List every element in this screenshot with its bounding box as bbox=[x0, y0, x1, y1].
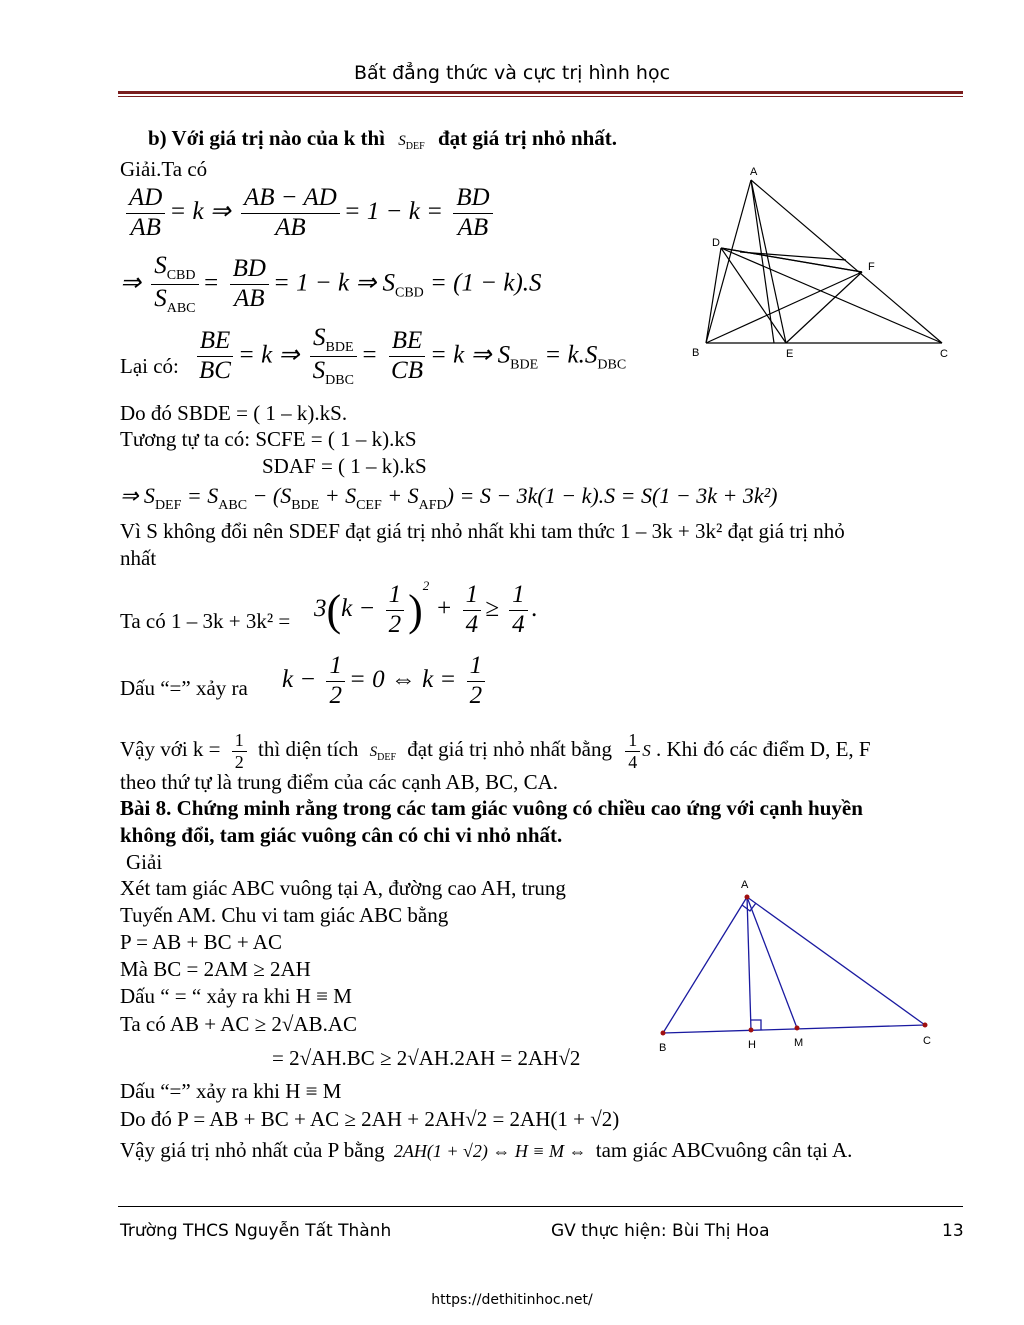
fig1-label-f: F bbox=[868, 261, 875, 273]
footer-rule bbox=[118, 1206, 963, 1207]
line-tuong-tu: Tương tự ta có: SCFE = ( 1 – k).kS bbox=[120, 427, 417, 451]
fig1-label-c: C bbox=[940, 348, 948, 360]
bai8-line-2: Tuyến AM. Chu vi tam giác ABC bằng bbox=[120, 903, 449, 927]
conclusion-line: Vậy với k = $\frac{1}{2}$ thì diện tích SDEF đạt giá trị nhỏ nhất bằng $\frac{1}{4}$ S . Khi đó các điểm D, E, F bbox=[120, 730, 871, 772]
bai8-line-7: = 2√AH.BC ≥ 2√AH.2AH = 2AH√2 bbox=[272, 1046, 581, 1070]
solution-intro: Giải.Ta có bbox=[120, 157, 208, 181]
fig1-label-e: E bbox=[786, 348, 794, 360]
question-b: b) Với giá trị nào của k thì SDEF đạt giá trị nhỏ nhất. bbox=[148, 126, 618, 152]
bai8-line-3: P = AB + BC + AC bbox=[120, 930, 282, 954]
header-rule bbox=[118, 91, 963, 94]
fig2-label-c: C bbox=[923, 1035, 931, 1047]
equation-sdef: ⇒ $S_{DEF} = S_{ABC} - (S_{BDE} + S_{CEF} + S_{AFD}) = S - 3k(1 - k).S = S(1 - 3k + 3k^2)$ bbox=[120, 483, 778, 513]
line-sdaf: SDAF = ( 1 – k).kS bbox=[262, 454, 427, 478]
fig1-label-d: D bbox=[712, 237, 720, 249]
fig2-label-b: B bbox=[659, 1042, 667, 1054]
line-vi-s: Vì S không đổi nên SDEF đạt giá trị nhỏ nhất khi tam thức 1 – 3k + 3k² đạt giá trị nhỏ bbox=[120, 519, 845, 543]
line-vi-s-2: nhất bbox=[120, 546, 157, 570]
triangle-figure-2 bbox=[652, 875, 942, 1055]
bai8-line-6: Ta có AB + AC ≥ 2√AB.AC bbox=[120, 1012, 358, 1036]
fig1-label-b: B bbox=[692, 347, 700, 359]
conclusion-line-2: theo thứ tự là trung điểm của các cạnh AB, BC, CA. bbox=[120, 770, 559, 794]
equation-ratio-1: $\frac{AD}{AB}$ = k ⇒ $\frac{AB - AD}{AB}$ = 1 − k = $\frac{BD}{AB}$ bbox=[122, 184, 497, 243]
header-rule-thin bbox=[118, 96, 963, 97]
bai8-line-9: Do đó P = AB + BC + AC ≥ 2AH + 2AH√2 = 2AH(1 + √2) bbox=[120, 1107, 620, 1131]
label-lai-co: Lại có: bbox=[120, 354, 179, 378]
bai8-title-2: không đổi, tam giác vuông cân có chi vi nhỏ nhất. bbox=[120, 823, 563, 847]
equation-square: 3(k − $\frac{1}{2}$ )$^2$ + $\frac{1}{4}$ ≥ $\frac{1}{4}$ . bbox=[314, 578, 538, 638]
bai8-line-5: Dấu “ = “ xảy ra khi H ≡ M bbox=[120, 984, 352, 1008]
footer-school: Trường THCS Nguyễn Tất Thành bbox=[120, 1221, 392, 1241]
line-do-do: Do đó SBDE = ( 1 – k).kS. bbox=[120, 401, 348, 425]
fig1-label-a: A bbox=[750, 166, 758, 178]
label-ta-co: Ta có 1 – 3k + 3k² = bbox=[120, 609, 291, 633]
page-header-title: Bất đẳng thức và cực trị hình học bbox=[353, 62, 671, 84]
bai8-line-1: Xét tam giác ABC vuông tại A, đường cao AH, trung bbox=[120, 876, 566, 900]
bai8-line-8: Dấu “=” xảy ra khi H ≡ M bbox=[120, 1079, 342, 1103]
bai8-giai: Giải bbox=[126, 850, 163, 874]
bai8-title-1: Bài 8. Chứng minh rằng trong các tam giác vuông có chiều cao ứng với cạnh huyền bbox=[120, 796, 863, 820]
bai8-line-10: Vậy giá trị nhỏ nhất của P bằng 2AH(1 + √2) ⇔ H ≡ M ⇔ tam giác ABCvuông cân tại A. bbox=[120, 1138, 853, 1162]
fig2-label-h: H bbox=[748, 1039, 756, 1051]
equation-bde: $\frac{BE}{BC}$ = k ⇒ $\frac{S_{BDE}}{S_{DBC}}$ = $\frac{BE}{CB}$ = k ⇒ $S_{BDE} = k.S_{DBC}$ bbox=[192, 324, 626, 389]
bai8-line-4: Mà BC = 2AM ≥ 2AH bbox=[120, 957, 311, 981]
footer-page-number: 13 bbox=[942, 1221, 964, 1241]
equation-k-half: k − $\frac{1}{2}$ = 0 ⇔ k = $\frac{1}{2}$ bbox=[282, 652, 489, 711]
label-dau: Dấu “=” xảy ra bbox=[120, 676, 248, 700]
equation-area-ratio: ⇒ $\frac{S_{CBD}}{S_{ABC}}$ = $\frac{BD}{AB}$ = 1 − k ⇒ $S_{CBD} = (1 - k).S$ bbox=[120, 252, 542, 317]
triangle-figure-1 bbox=[686, 160, 964, 365]
fig2-label-a: A bbox=[741, 879, 749, 891]
fig2-label-m: M bbox=[794, 1037, 804, 1049]
footer-teacher: GV thực hiện: Bùi Thị Hoa bbox=[551, 1221, 770, 1241]
footer-url: https://dethitinhoc.net/ bbox=[431, 1292, 593, 1308]
